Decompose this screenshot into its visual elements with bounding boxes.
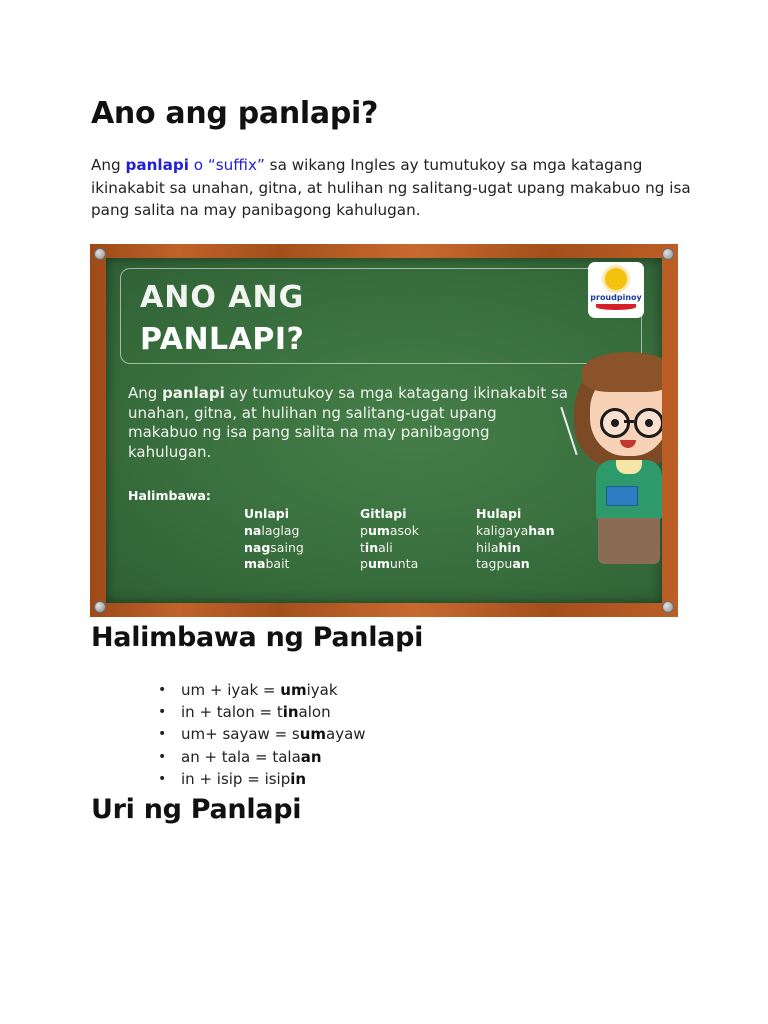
chalkboard-surface [106,258,662,603]
desc-keyword: panlapi [162,384,225,402]
logo-text: proudpinoy [590,293,642,302]
glasses-icon [634,408,662,438]
screw-icon [94,601,106,613]
board-description [128,384,568,462]
page-title: Ano ang panlapi? [91,96,379,131]
list-item: • um + iyak = umiyak [150,679,366,701]
glasses-bridge [624,420,634,423]
example-word: tinali [360,539,393,555]
column-gitlapi [360,506,419,573]
example-word: pumasok [360,522,419,538]
screw-icon [94,248,106,260]
keyword-panlapi-link[interactable]: panlapi [125,156,189,174]
column-header: Unlapi [244,506,290,521]
chalkboard-image [90,244,678,617]
intro-prefix: Ang [91,156,126,174]
board-title-line2: PANLAPI? [140,322,305,357]
sun-icon [605,268,627,290]
teacher-illustration [568,348,662,598]
swoosh-icon [596,304,636,310]
book-icon [606,486,638,506]
column-header: Gitlapi [360,506,407,521]
desc-rest: ay tumutukoy sa mga katagang ikinakabit sa unahan, gitna, at hulihan ng salitang-ugat upang makabuo ng isa pang salita na may panibagong kahulugan. [128,384,568,461]
section-heading-examples: Halimbawa ng Panlapi [91,622,424,653]
list-item: • an + tala = talaan [150,746,366,768]
collar-shape [616,460,642,474]
section-heading-types: Uri ng Panlapi [91,794,302,825]
screw-icon [662,601,674,613]
glasses-icon [600,408,630,438]
proudpinoy-logo [588,262,644,318]
bangs-shape [582,352,662,392]
list-item: • in + talon = tinalon [150,701,366,723]
list-item: • in + isip = isipin [150,768,366,790]
list-item: • um+ sayaw = sumayaw [150,723,366,745]
screw-icon [662,248,674,260]
column-header: Hulapi [476,506,522,521]
example-word: kaligayahan [476,522,555,538]
example-word: mabait [244,556,290,572]
example-word: pumunta [360,556,419,572]
example-word: nalaglag [244,522,300,538]
desc-prefix: Ang [128,384,163,402]
skirt-shape [598,518,660,564]
suffix-link[interactable]: o “suffix” [193,156,265,174]
column-unlapi [244,506,304,573]
example-word: nagsaing [244,539,304,555]
column-hulapi [476,506,555,573]
example-word: tagpuan [476,556,530,572]
intro-rest: sa wikang Ingles ay tumutukoy sa mga katagang ikinakabit sa unahan, gitna, at hulihan ng salitang-ugat upang makabuo ng isa pang salita na may panibagong kahulugan. [91,156,691,219]
example-word: hilahin [476,539,521,555]
examples-list [150,679,366,790]
examples-label: Halimbawa: [128,488,211,503]
intro-paragraph [91,154,701,222]
board-title-line1: ANO ANG [140,280,305,315]
